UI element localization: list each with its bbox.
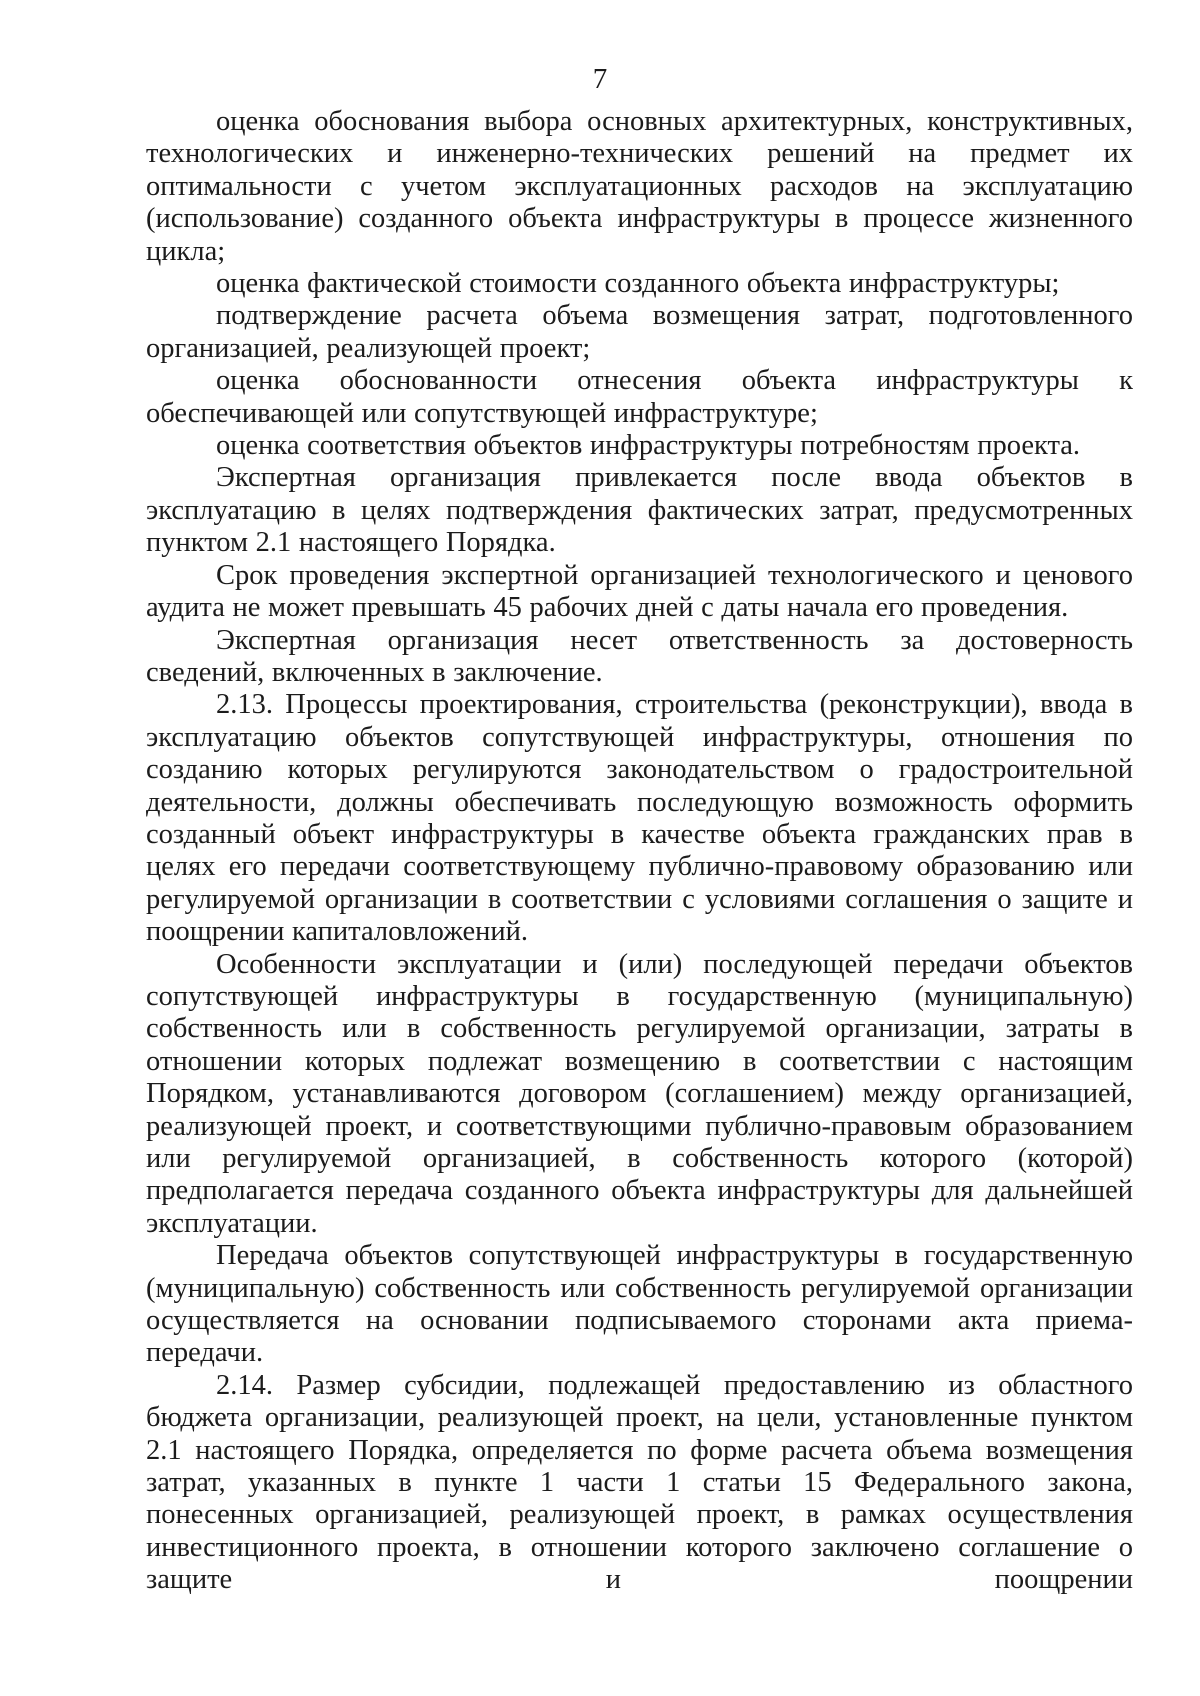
paragraph-transfer: Передача объектов сопутствующей инфраструктуры в государственную (муниципальную) собственность или собственность регулируемой организации осуществляется на основании подписываемого сторонами акта приема-передачи. [146, 1240, 1133, 1369]
document-body [146, 106, 1133, 1597]
paragraph-clause-2-14: 2.14. Размер субсидии, подлежащей предоставлению из областного бюджета организации, реализующей проект, на цели, установленные пунктом 2.1 настоящего Порядка, определяется по форме расчета объема возмещения затрат, указанных в пункте 1 части 1 статьи 15 Федерального закона, понесенных организацией, реализующей проект, в рамках осуществления инвестиционного проекта, в отношении которого заключено соглашение о защите и поощрении [146, 1369, 1133, 1596]
paragraph-operation-features: Особенности эксплуатации и (или) последующей передачи объектов сопутствующей инфраструктуры в государственную (муниципальную) собственность или в собственность регулируемой организации, затраты в отношении которых подлежат возмещению в соответствии с настоящим Порядком, устанавливаются договором (соглашением) между организацией, реализующей проект, и соответствующими публично-правовым образованием или регулируемой организацией, в собственность которого (которой) предполагается передача созданного объекта инфраструктуры для дальнейшей эксплуатации. [146, 948, 1133, 1239]
paragraph-clause-2-13: 2.13. Процессы проектирования, строительства (реконструкции), ввода в эксплуатацию объектов сопутствующей инфраструктуры, отношения по созданию которых регулируются законодательством о градостроительной деятельности, должны обеспечивать последующую возможность оформить созданный объект инфраструктуры в качестве объекта гражданских прав в целях его передачи соответствующему публично-правовому образованию или регулируемой организации в соответствии с условиями соглашения о защите и поощрении капиталовложений. [146, 689, 1133, 948]
paragraph-confirmation-calculation: подтверждение расчета объема возмещения затрат, подготовленного организацией, реализующей проект; [146, 300, 1133, 364]
paragraph-assessment-solutions: оценка обоснования выбора основных архитектурных, конструктивных, технологических и инженерно-технических решений на предмет их оптимальности с учетом эксплуатационных расходов на эксплуатацию (использование) созданного объекта инфраструктуры в процессе жизненного цикла; [146, 106, 1133, 267]
paragraph-expert-engagement: Экспертная организация привлекается после ввода объектов в эксплуатацию в целях подтверждения фактических затрат, предусмотренных пунктом 2.1 настоящего Порядка. [146, 462, 1133, 559]
page-number: 7 [592, 63, 608, 95]
paragraph-assessment-conformity: оценка соответствия объектов инфраструктуры потребностям проекта. [216, 430, 1081, 462]
paragraph-assessment-classification: оценка обоснованности отнесения объекта инфраструктуры к обеспечивающей или сопутствующей инфраструктуре; [146, 365, 1133, 429]
paragraph-audit-term: Срок проведения экспертной организацией технологического и ценового аудита не может превышать 45 рабочих дней с даты начала его проведения. [146, 559, 1133, 624]
paragraph-expert-responsibility: Экспертная организация несет ответственность за достоверность сведений, включенных в заключение. [146, 624, 1133, 688]
paragraph-assessment-cost: оценка фактической стоимости созданного объекта инфраструктуры; [216, 268, 1060, 300]
